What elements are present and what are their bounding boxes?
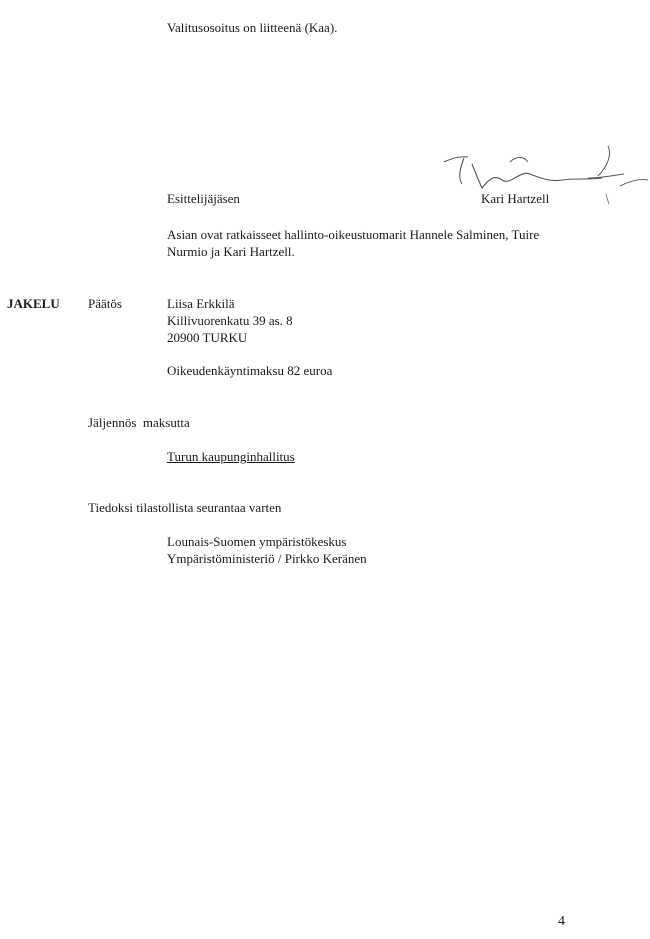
copy-recipient: Turun kaupunginhallitus: [167, 449, 295, 464]
signer-role: Esittelijäjäsen: [167, 191, 240, 206]
decision-makers-line-1: Asian ovat ratkaisseet hallinto-oikeustuomarit Hannele Salminen, Tuire: [167, 227, 540, 242]
court-fee: Oikeudenkäyntimaksu 82 euroa: [167, 363, 333, 378]
recipient-name: Liisa Erkkilä: [167, 296, 235, 311]
info-label: Tiedoksi tilastollista seurantaa varten: [88, 500, 282, 515]
info-recipient-1: Lounais-Suomen ympäristökeskus: [167, 534, 347, 549]
recipient-postal: 20900 TURKU: [167, 330, 248, 345]
appeal-instructions-note: Valitusosoitus on liitteenä (Kaa).: [167, 20, 338, 35]
signer-name: Kari Hartzell: [481, 191, 550, 206]
page-number: 4: [558, 914, 565, 929]
copy-label: Jäljennös maksutta: [88, 415, 190, 430]
decision-label: Päätös: [88, 296, 122, 311]
info-recipient-2: Ympäristöministeriö / Pirkko Keränen: [167, 551, 367, 566]
recipient-street: Killivuorenkatu 39 as. 8: [167, 313, 293, 328]
distribution-heading: JAKELU: [7, 296, 60, 311]
decision-makers-line-2: Nurmio ja Kari Hartzell.: [167, 244, 295, 259]
